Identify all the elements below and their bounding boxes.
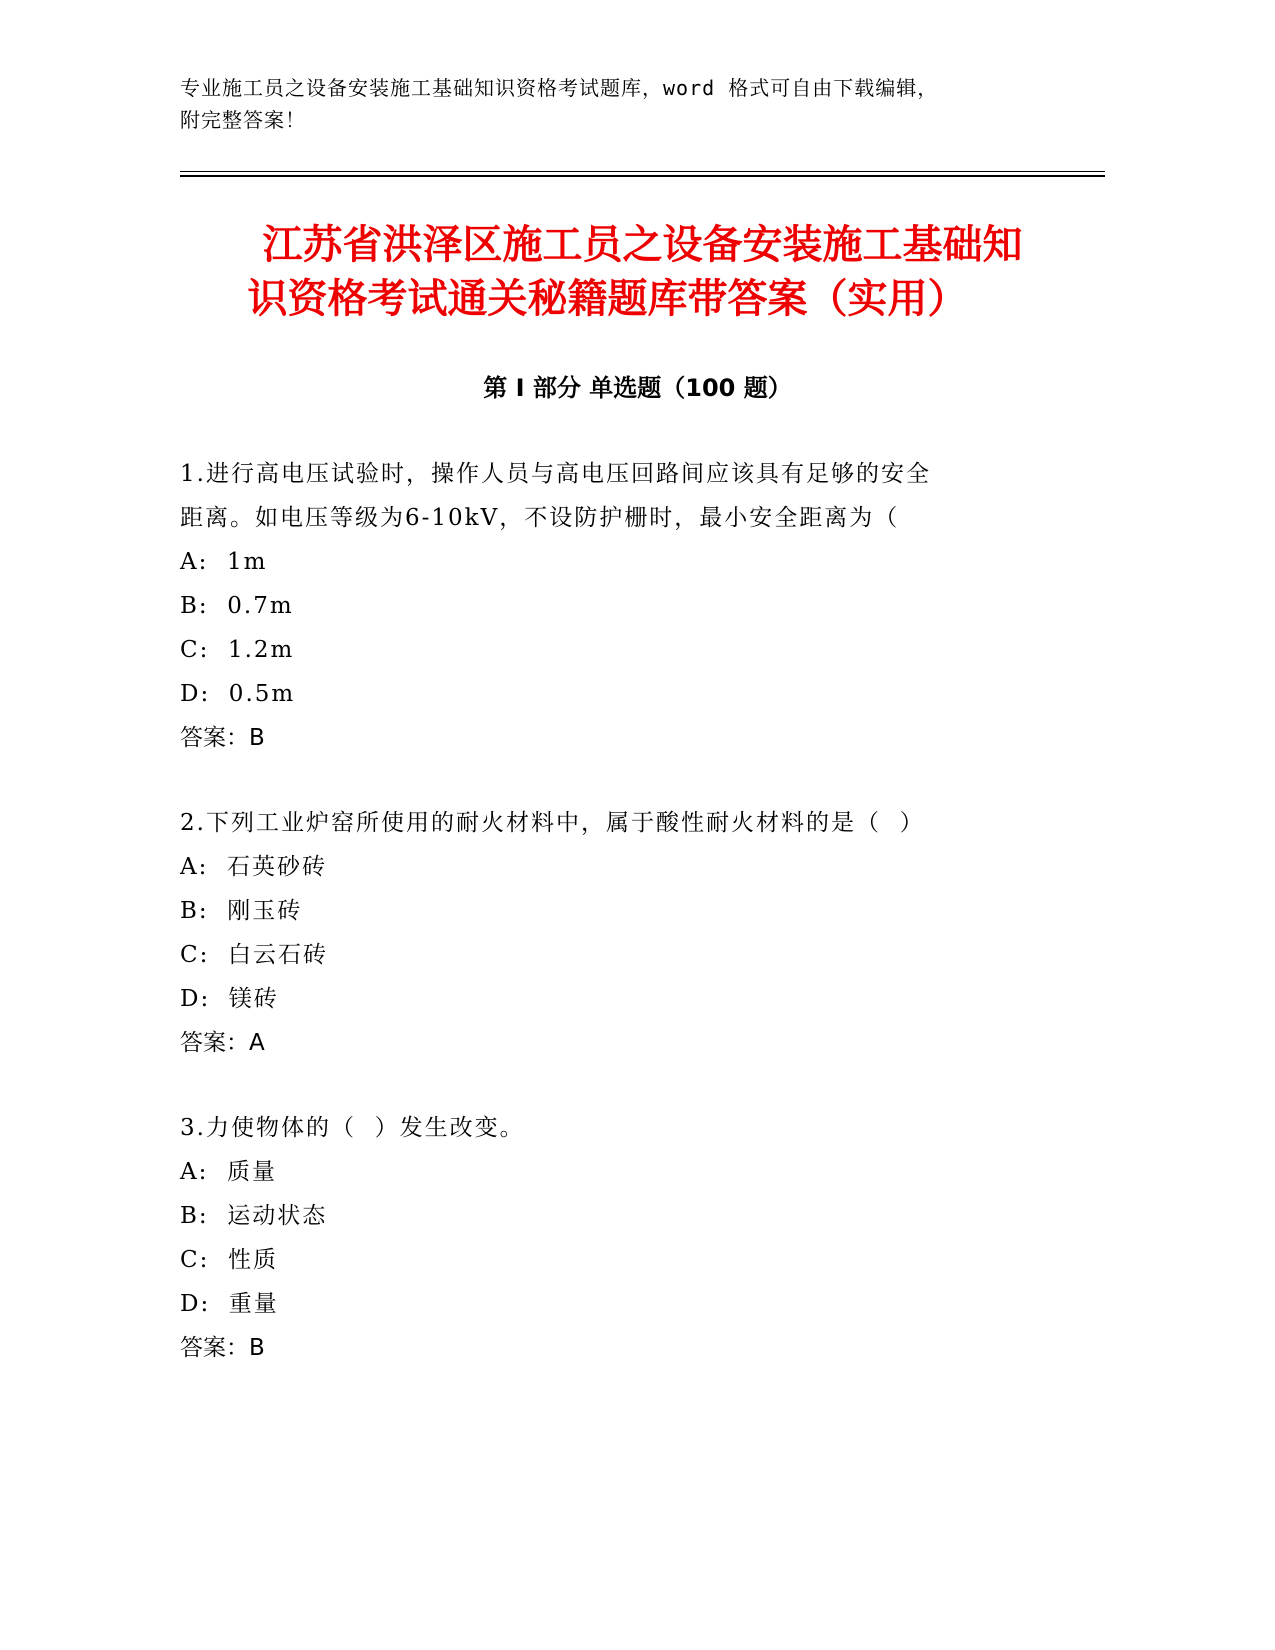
option-c: C: 白云石砖 (180, 942, 328, 968)
answer: 答案：B (180, 725, 265, 751)
answer: 答案：A (180, 1030, 265, 1056)
question-3 (180, 1106, 1040, 1370)
header-note (180, 72, 1040, 136)
section-title: 第 I 部分 单选题（100 题） (483, 374, 792, 402)
question-1 (180, 452, 1040, 760)
question-2 (180, 801, 1040, 1065)
option-c: C: 1.2m (180, 637, 295, 663)
header-note-line-1: 专业施工员之设备安装施工基础知识资格考试题库，word 格式可自由下载编辑， (180, 76, 939, 100)
option-b: B: 刚玉砖 (180, 898, 303, 924)
header-divider-thick (180, 175, 1105, 177)
question-list (180, 452, 1040, 1411)
document-title-line-1: 江苏省洪泽区施工员之设备安装施工基础知 (262, 222, 1023, 268)
option-a: A: 1m (180, 549, 268, 575)
option-a: A: 质量 (180, 1159, 277, 1185)
option-b: B: 0.7m (180, 593, 294, 619)
option-d: D: 0.5m (180, 681, 296, 707)
header-divider-thin (180, 171, 1105, 172)
document-title (180, 218, 1105, 326)
header-note-line-2: 附完整答案！ (180, 108, 306, 132)
question-stem-continued: 距离。如电压等级为6-10kV，不设防护栅时，最小安全距离为（ (180, 505, 900, 531)
question-stem: 1.进行高电压试验时，操作人员与高电压回路间应该具有足够的安全 (180, 461, 931, 487)
option-b: B: 运动状态 (180, 1203, 328, 1229)
option-c: C: 性质 (180, 1247, 278, 1273)
option-d: D: 镁砖 (180, 986, 279, 1012)
answer: 答案：B (180, 1335, 265, 1361)
question-stem: 3.力使物体的（ ）发生改变。 (180, 1115, 525, 1141)
option-d: D: 重量 (180, 1291, 279, 1317)
document-title-line-2: 识资格考试通关秘籍题库带答案（实用） (247, 276, 968, 322)
option-a: A: 石英砂砖 (180, 854, 327, 880)
question-stem: 2.下列工业炉窑所使用的耐火材料中，属于酸性耐火材料的是（ ） (180, 810, 925, 836)
